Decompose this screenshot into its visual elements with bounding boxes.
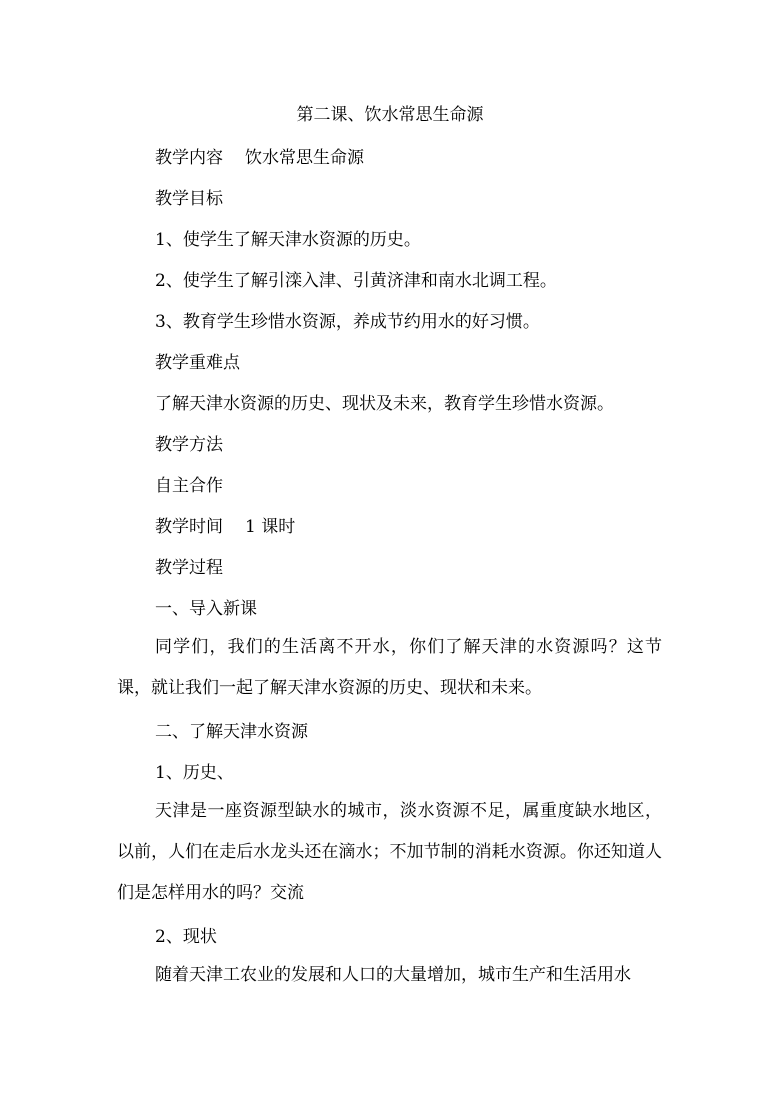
process-heading: 教学过程 — [155, 558, 223, 578]
goal-item-3: 3、教育学生珍惜水资源，养成节约用水的好习惯。 — [155, 312, 540, 332]
goals-heading: 教学目标 — [155, 189, 223, 209]
current-heading: 2、现状 — [155, 927, 217, 947]
content-row — [155, 145, 364, 171]
section-1-paragraph: 同学们，我们的生活离不开水，你们了解天津的水资源吗？这节课，就让我们一起了解天津水资源的历史、现状和未来。 — [117, 637, 662, 698]
time-label: 教学时间 — [155, 517, 223, 537]
method-heading: 教学方法 — [155, 435, 223, 455]
time-value: 1 课时 — [245, 517, 296, 537]
goal-item-2: 2、使学生了解引滦入津、引黄济津和南水北调工程。 — [155, 271, 557, 291]
time-row — [155, 514, 295, 540]
history-paragraph: 天津是一座资源型缺水的城市，淡水资源不足，属重度缺水地区，以前，人们在走后水龙头还在滴水；不加节制的消耗水资源。你还知道人们是怎样用水的吗？交流 — [117, 801, 662, 903]
content-value: 饮水常思生命源 — [245, 148, 364, 168]
lesson-title: 第二课、饮水常思生命源 — [296, 105, 484, 125]
current-paragraph: 随着天津工农业的发展和人口的大量增加，城市生产和生活用水 — [155, 965, 631, 985]
key-points-heading: 教学重难点 — [155, 353, 240, 373]
method-text: 自主合作 — [155, 476, 223, 496]
key-points-text: 了解天津水资源的历史、现状及未来，教育学生珍惜水资源。 — [155, 394, 614, 414]
section-2-heading: 二、了解天津水资源 — [155, 722, 308, 742]
history-heading: 1、历史、 — [155, 763, 234, 783]
goal-item-1: 1、使学生了解天津水资源的历史。 — [155, 230, 421, 250]
content-label: 教学内容 — [155, 148, 223, 168]
section-1-heading: 一、导入新课 — [155, 599, 257, 619]
